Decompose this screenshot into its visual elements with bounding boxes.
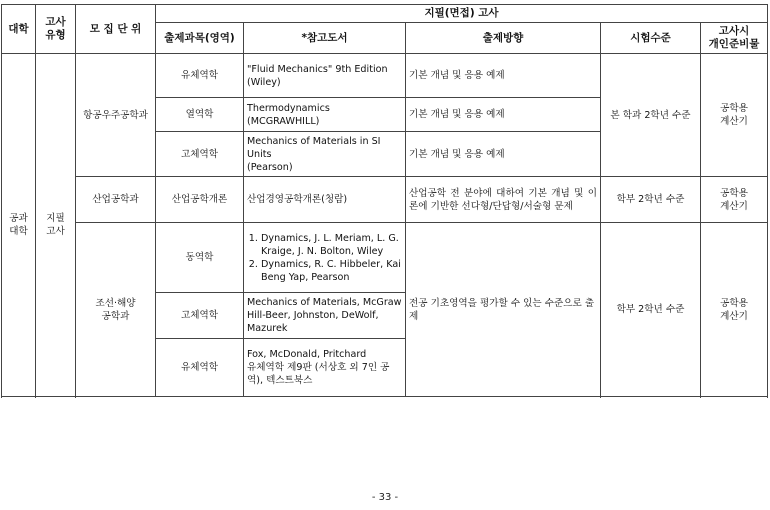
unit-aerospace: 항공우주공학과 [76,54,156,177]
header-unit: 모 집 단 위 [76,5,156,54]
tools-industrial: 공학용 계산기 [701,177,768,223]
reference-cell: Mechanics of Materials, McGraw Hill-Beer, Johnston, DeWolf, Mazurek [244,293,406,339]
reference-cell: 산업경영공학개론(청람) [244,177,406,223]
level-industrial: 학부 2학년 수준 [601,177,701,223]
subject-cell: 산업공학개론 [156,177,244,223]
exam-type-cell: 지필 고사 [36,54,76,397]
header-subject: 출제과목(영역) [156,23,244,54]
subject-cell: 고체역학 [156,132,244,177]
college-cell: 공과 대학 [2,54,36,397]
header-references: *참고도서 [244,23,406,54]
level-aerospace: 본 학과 2학년 수준 [601,54,701,177]
reference-cell [244,223,406,293]
direction-cell: 기본 개념 및 응용 예제 [406,54,601,98]
header-college: 대학 [2,5,36,54]
subject-cell: 유체역학 [156,54,244,98]
reference-cell: Mechanics of Materials in SI Units (Pearson) [244,132,406,177]
header-exam-type: 고사 유형 [36,5,76,54]
tools-ocean: 공학용 계산기 [701,223,768,397]
subject-cell: 유체역학 [156,339,244,397]
reference-item: 2. Dynamics, R. C. Hibbeler, Kai Beng Yap, Pearson [261,258,402,284]
dynamics-reference-list [247,232,402,284]
header-tools: 고사시 개인준비물 [701,23,768,54]
direction-ocean: 전공 기초영역을 평가할 수 있는 수준으로 출제 [406,223,601,397]
header-direction: 출제방향 [406,23,601,54]
direction-cell: 기본 개념 및 응용 예제 [406,132,601,177]
level-ocean: 학부 2학년 수준 [601,223,701,397]
subject-cell: 고체역학 [156,293,244,339]
reference-cell: Thermodynamics (MCGRAWHILL) [244,98,406,132]
exam-info-table [1,4,768,397]
reference-cell: Fox, McDonald, Pritchard 유체역학 제9판 (서상호 외 7인 공역), 텍스트북스 [244,339,406,397]
page-number: - 33 - [371,492,399,503]
subject-cell: 동역학 [156,223,244,293]
reference-cell: "Fluid Mechanics" 9th Edition (Wiley) [244,54,406,98]
unit-ocean: 조선·해양 공학과 [76,223,156,397]
unit-industrial: 산업공학과 [76,177,156,223]
direction-cell: 기본 개념 및 응용 예제 [406,98,601,132]
header-level: 시험수준 [601,23,701,54]
header-written-group: 지필(면접) 고사 [156,5,768,23]
reference-item: 1. Dynamics, J. L. Meriam, L. G. Kraige, J. N. Bolton, Wiley [261,232,402,258]
tools-aerospace: 공학용 계산기 [701,54,768,177]
direction-cell: 산업공학 전 분야에 대하여 기본 개념 및 이론에 기반한 선다형/단답형/서술형 문제 [406,177,601,223]
subject-cell: 열역학 [156,98,244,132]
